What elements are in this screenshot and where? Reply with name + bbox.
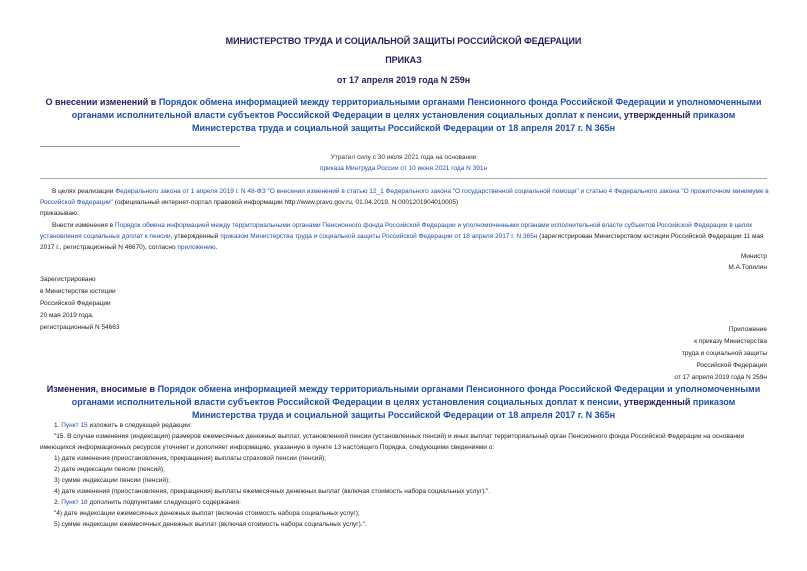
appendix-block xyxy=(674,324,767,384)
divider xyxy=(40,178,767,179)
appendix-line: к приказу Министерства xyxy=(694,338,767,345)
changes-title xyxy=(40,383,767,422)
document-title xyxy=(40,96,767,135)
body-paragraph xyxy=(40,220,777,253)
changes-title-link-procedure[interactable]: Порядок обмена информацией между территориальными органами Пенсионного фонда Российской Федерации и уполномоченными органами исполнительной власти субъектов Российской Федерации в целях установления социальных доплат к пенсии xyxy=(71,384,761,407)
body-registered: (зарегистрирован Министерством юстиции Российской Федерации 11 мая 2017 г., регистрационный N 46670), согласно xyxy=(40,233,764,251)
sub-item-3: 3) сумме индексации пенсии (пенсий); xyxy=(54,477,170,484)
appendix-line: Российской Федерации xyxy=(696,362,767,369)
appendix-line: труда и социальной защиты xyxy=(681,350,767,357)
added-sub-item-4: "4) дате индексации ежемесячных денежных выплат (включая стоимость набора социальных услуг); xyxy=(54,510,360,517)
appendix-line: от 17 апреля 2019 года N 259н xyxy=(674,374,767,381)
changes-title-prefix: Изменения, вносимые в xyxy=(46,384,156,394)
item-number: 2. xyxy=(54,499,60,506)
appendix-link[interactable]: приложению xyxy=(177,244,216,251)
change-item-2 xyxy=(54,497,777,508)
body-start: Внести изменения в xyxy=(52,222,114,229)
sub-item-4: 4) дате изменения (приостановления, прекращения) выплаты ежемесячных денежных выплат (включая стоимость набора социальных услуг).". xyxy=(54,488,491,495)
ministry-heading: МИНИСТЕРСТВО ТРУДА И СОЦИАЛЬНОЙ ЗАЩИТЫ РОССИЙСКОЙ ФЕДЕРАЦИИ xyxy=(225,36,582,46)
doc-date-number: от 17 апреля 2019 года N 259н xyxy=(336,75,471,85)
body-link-order[interactable]: приказом Министерства труда и социальной защиты Российской Федерации от 18 апреля 2017 г. N 365н xyxy=(220,233,538,240)
sub-item-1: 1) дате изменения (приостановления, прекращения) выплаты страховой пенсии (пенсий); xyxy=(54,455,327,462)
title-link-order[interactable]: приказом Министерства труда и социальной защиты Российской Федерации от 18 апреля 2017 г. N 365н xyxy=(191,110,736,133)
change-item-1 xyxy=(54,420,777,431)
divider xyxy=(40,146,240,147)
title-middle: , утвержденный xyxy=(618,110,691,120)
item-text: дополнить подпунктами следующего содержания: xyxy=(87,499,241,506)
lost-force-link-line xyxy=(0,165,807,172)
registration-line: Зарегистрировано xyxy=(40,276,96,283)
federal-law-link[interactable]: Федерального закона от 1 апреля 2019 г. N 48-ФЗ "О внесении изменений в статью 12_1 Федерального закона "О государственной социальной помощи" и статью 4 Федерального закона "О прожиточном минимуме в Российской Федерации" xyxy=(40,188,769,206)
body-middle: , утвержденный xyxy=(170,233,219,240)
lost-force-link[interactable]: приказа Минтруда России от 10 июня 2021 года N 391н xyxy=(319,165,488,172)
preamble-intro: В целях реализации xyxy=(52,188,114,195)
point-18-link[interactable]: Пункт 18 xyxy=(61,499,88,506)
lost-force-note: Утратил силу с 30 июля 2021 года на основании xyxy=(330,154,477,161)
changes-title-middle: , утвержденный xyxy=(618,397,691,407)
body-link-procedure[interactable]: Порядок обмена информацией между территориальными органами Пенсионного фонда Российской Федерации и уполномоченными органами исполнительной власти субъектов Российской Федерации в целях установления социальных доплат к пенсии xyxy=(40,222,753,240)
changes-title-link-order[interactable]: приказом Министерства труда и социальной защиты Российской Федерации от 18 апреля 2017 г. N 365н xyxy=(191,397,736,420)
doc-type-heading: ПРИКАЗ xyxy=(385,55,422,65)
added-sub-item-5: 5) сумме индексации ежемесячных денежных выплат (включая стоимость набора социальных услуг).". xyxy=(54,521,367,528)
registration-line: регистрационный N 54663 xyxy=(40,324,120,331)
registration-line: 20 мая 2019 года, xyxy=(40,312,94,319)
signature-position: Министр xyxy=(740,253,767,260)
preamble-paragraph xyxy=(40,186,777,219)
preamble-tail: (официальный интернет-портал правовой информации http://www.pravo.gov.ru, 01.04.2019, N 0001201904010005) xyxy=(113,199,459,206)
title-prefix: О внесении изменений в xyxy=(45,97,157,107)
registration-block xyxy=(40,274,120,334)
sub-item-2: 2) дате индексации пенсии (пенсий); xyxy=(54,466,165,473)
signature-name: М.А.Топилин xyxy=(728,264,767,271)
title-link-procedure[interactable]: Порядок обмена информацией между территориальными органами Пенсионного фонда Российской Федерации и уполномоченными органами исполнительной власти субъектов Российской Федерации в целях установления социальных доплат к пенсии xyxy=(71,97,762,120)
point-15-link[interactable]: Пункт 15 xyxy=(61,422,88,429)
order-word: приказываю: xyxy=(40,210,79,217)
registration-line: в Министерстве юстиции xyxy=(40,288,116,295)
point-15-text: "15. В случае изменения (индексации) размеров ежемесячных денежных выплат, установленной пенсии (установленных пенсий) и иных выплат территориальный орган Пенсионного фонда Российской Федерации на основании имеющихся информационных ресурсов уточняет и дополняет информацию, указанную в пункте 13 настоящего Порядка, следующими сведениями о: xyxy=(40,433,745,451)
item-text: изложить в следующей редакции: xyxy=(87,422,192,429)
item-number: 1. xyxy=(54,422,60,429)
appendix-line: Приложение xyxy=(728,326,767,333)
body-end: . xyxy=(215,244,218,251)
registration-line: Российской Федерации xyxy=(40,300,111,307)
